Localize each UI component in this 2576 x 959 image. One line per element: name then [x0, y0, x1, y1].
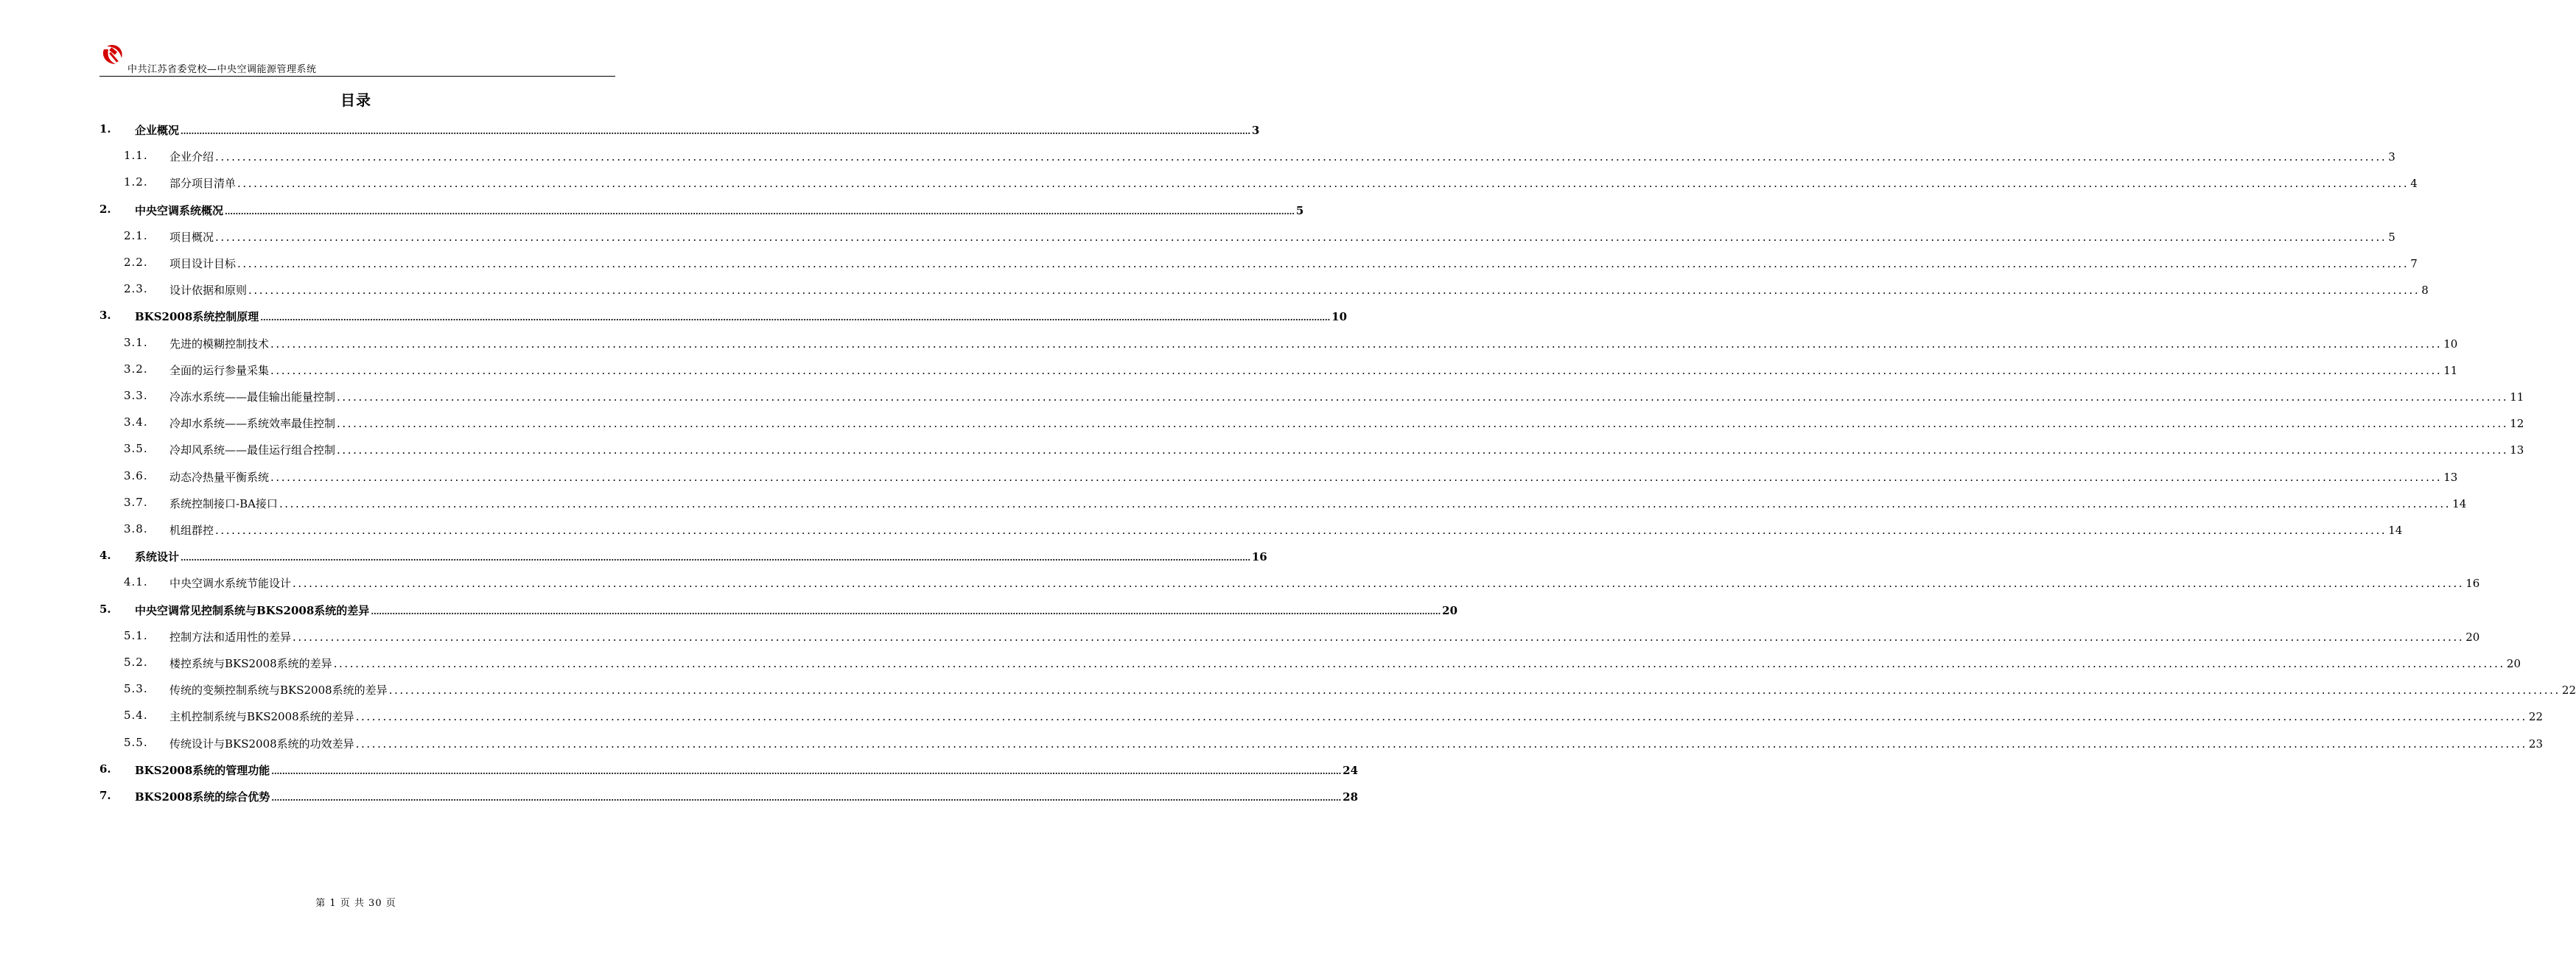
toc-entry-number: 5.1. — [124, 628, 148, 642]
toc-entry-number: 4. — [99, 549, 111, 563]
toc-entry-number: 3.5. — [124, 442, 148, 456]
toc-entry-leader: ................................................................................................................................................................................................................................................................................................................................................................................................................ — [337, 443, 2509, 457]
toc-entry-leader: ................................................................................................................................................................................................................................................................................................................................................................................................................ — [293, 577, 2465, 591]
party-emblem-icon — [99, 41, 126, 67]
toc-entry-page: 7 — [2410, 257, 2418, 270]
toc-entry-title: 楼控系统与BKS2008系统的差异 — [169, 657, 332, 670]
toc-entry-title: 冷冻水系统——最佳输出能量控制 — [169, 390, 336, 404]
toc-entry-number: 4.1. — [124, 575, 148, 589]
toc-entry-page: 11 — [2443, 363, 2458, 377]
toc-entry-leader: ................................................................................................................................................................................................................................................................................................................................................................................................................ — [215, 150, 2387, 164]
toc-entry[interactable] — [0, 118, 1260, 140]
toc-entry[interactable] — [0, 411, 2524, 433]
toc-entry-line — [169, 256, 2418, 271]
toc-entry-title: 中央空调水系统节能设计 — [169, 577, 292, 591]
toc-entry-leader: ................................................................................................................................................................................................................................................................................................................................................................................................................ — [181, 553, 1250, 563]
toc-entry-line — [135, 203, 1304, 218]
toc-entry-line — [169, 496, 2467, 511]
toc-entry-line — [135, 603, 1458, 618]
toc-entry-leader: ................................................................................................................................................................................................................................................................................................................................................................................................................ — [225, 206, 1295, 217]
toc-entry-line — [169, 336, 2458, 351]
toc-entry[interactable] — [0, 651, 2521, 673]
toc-entry-number: 2. — [99, 202, 111, 216]
toc-entry-title: 企业概况 — [135, 124, 180, 137]
toc-entry-page: 22 — [2528, 710, 2544, 724]
toc-entry-leader: ................................................................................................................................................................................................................................................................................................................................................................................................................ — [271, 793, 1342, 803]
toc-entry-title: 中央空调常见控制系统与BKS2008系统的差异 — [135, 603, 370, 617]
toc-entry-leader: ................................................................................................................................................................................................................................................................................................................................................................................................................ — [355, 737, 2527, 751]
toc-entry-leader: ................................................................................................................................................................................................................................................................................................................................................................................................................ — [181, 127, 1250, 136]
toc-entry-number: 2.2. — [124, 256, 148, 269]
toc-entry-page: 16 — [1251, 550, 1267, 564]
toc-entry-leader: ................................................................................................................................................................................................................................................................................................................................................................................................................ — [270, 337, 2443, 351]
toc-entry-page: 5 — [1295, 203, 1304, 217]
toc-entry-leader: ................................................................................................................................................................................................................................................................................................................................................................................................................ — [279, 496, 2451, 510]
toc-entry-leader: ................................................................................................................................................................................................................................................................................................................................................................................................................ — [248, 284, 2421, 298]
toc-entry-title: 控制方法和适用性的差异 — [169, 630, 292, 644]
toc-entry-page: 14 — [2452, 496, 2467, 510]
toc-entry-page: 28 — [1343, 790, 1359, 804]
toc-entry-title: 动态冷热量平衡系统 — [169, 470, 270, 484]
toc-entry-title: BKS2008系统的管理功能 — [135, 763, 270, 777]
toc-entry-page: 11 — [2510, 390, 2524, 404]
header-divider — [99, 76, 615, 77]
toc-entry-line — [135, 762, 1359, 778]
toc-entry[interactable] — [0, 784, 1359, 807]
toc-entry-line — [169, 682, 2576, 698]
toc-entry-line — [169, 389, 2524, 404]
toc-entry-number: 3.1. — [124, 335, 148, 349]
toc-entry[interactable] — [0, 571, 2480, 593]
page-header — [99, 41, 615, 77]
toc-entry-number: 5. — [99, 602, 111, 616]
toc-entry-page: 22 — [2561, 684, 2576, 698]
toc-entry-title: BKS2008系统的综合优势 — [135, 790, 270, 804]
toc-entry-leader: ................................................................................................................................................................................................................................................................................................................................................................................................................ — [237, 257, 2409, 270]
toc-entry-title: 机组群控 — [169, 524, 214, 537]
toc-entry-line — [135, 549, 1267, 564]
toc-entry[interactable] — [0, 171, 2418, 193]
toc-entry-title: 中央空调系统概况 — [135, 203, 224, 217]
toc-entry[interactable] — [0, 704, 2544, 726]
toc-entry[interactable] — [0, 491, 2467, 513]
toc-entry-page: 5 — [2388, 230, 2395, 244]
toc-entry[interactable] — [0, 598, 1458, 620]
toc-entry-page: 13 — [2510, 443, 2524, 457]
toc-entry-page: 16 — [2465, 577, 2480, 591]
toc-entry-number: 1.2. — [124, 175, 148, 189]
toc-entry-title: 项目概况 — [169, 230, 214, 244]
toc-entry-title: 冷却风系统——最佳运行组合控制 — [169, 443, 336, 457]
toc-entry-line — [169, 469, 2458, 485]
toc-entry-page: 3 — [1251, 124, 1260, 137]
toc-entry-number: 3.2. — [124, 362, 148, 376]
toc-entry-title: 企业介绍 — [169, 150, 214, 164]
toc-entry-title: 部分项目清单 — [169, 177, 237, 191]
toc-entry-number: 3.8. — [124, 522, 148, 535]
toc-entry[interactable] — [0, 278, 2429, 300]
toc-entry[interactable] — [0, 198, 1304, 220]
toc-entry-number: 2.1. — [124, 228, 148, 242]
toc-entry-page: 20 — [2506, 657, 2521, 670]
toc-entry[interactable] — [0, 331, 2458, 354]
toc-entry[interactable] — [0, 465, 2458, 487]
toc-entry-number: 3.7. — [124, 495, 148, 509]
toc-entry-number: 5.5. — [124, 735, 148, 749]
toc-entry-number: 6. — [99, 762, 111, 776]
toc-entry-leader: ................................................................................................................................................................................................................................................................................................................................................................................................................ — [337, 390, 2509, 404]
toc-entry[interactable] — [0, 358, 2458, 380]
toc-entry-title: 系统控制接口-BA接口 — [169, 496, 278, 510]
toc-entry-title: BKS2008系统控制原理 — [135, 310, 259, 324]
toc-entry[interactable] — [0, 144, 2395, 166]
toc-entry[interactable] — [0, 518, 2403, 540]
toc-entry-leader: ................................................................................................................................................................................................................................................................................................................................................................................................................ — [215, 524, 2387, 537]
toc-entry[interactable] — [0, 225, 2395, 247]
toc-entry-leader: ................................................................................................................................................................................................................................................................................................................................................................................................................ — [237, 177, 2409, 191]
toc-entry-number: 3.4. — [124, 415, 148, 429]
toc-entry-page: 4 — [2410, 177, 2418, 191]
toc-entry-leader: ................................................................................................................................................................................................................................................................................................................................................................................................................ — [271, 766, 1342, 776]
toc-entry[interactable] — [0, 731, 2544, 754]
toc-entry[interactable] — [0, 544, 1267, 566]
toc-entry-title: 系统设计 — [135, 550, 180, 564]
toc-entry-line — [169, 442, 2524, 457]
toc-entry-title: 传统的变频控制系统与BKS2008系统的差异 — [169, 684, 388, 698]
toc-entry-page: 13 — [2443, 470, 2458, 484]
toc-entry-number: 5.4. — [124, 709, 148, 723]
toc-entry-leader: ................................................................................................................................................................................................................................................................................................................................................................................................................ — [270, 470, 2443, 484]
toc-entry-title: 冷却水系统——系统效率最佳控制 — [169, 417, 336, 431]
toc-entry-page: 23 — [2528, 737, 2544, 751]
toc-entry-page: 8 — [2421, 284, 2429, 298]
toc-entry[interactable] — [0, 758, 1359, 780]
toc-entry-page: 20 — [2465, 630, 2480, 644]
toc-entry-title: 传统设计与BKS2008系统的功效差异 — [169, 737, 354, 751]
toc-entry[interactable] — [0, 304, 1348, 326]
toc-entry-page: 14 — [2388, 524, 2403, 537]
toc-entry-line — [135, 122, 1260, 138]
toc-entry-line — [169, 736, 2544, 751]
toc-entry-number: 1.1. — [124, 149, 148, 163]
toc-entry-line — [169, 522, 2403, 538]
toc-entry-number: 5.2. — [124, 656, 148, 669]
toc-entry-number: 3.3. — [124, 389, 148, 402]
toc-entry-leader: ................................................................................................................................................................................................................................................................................................................................................................................................................ — [215, 230, 2387, 244]
toc-entry[interactable] — [0, 678, 2576, 700]
toc-entry-title: 先进的模糊控制技术 — [169, 337, 270, 351]
toc-entry-leader: ................................................................................................................................................................................................................................................................................................................................................................................................................ — [293, 630, 2465, 644]
toc-entry-page: 10 — [2443, 337, 2458, 351]
toc-entry-title: 主机控制系统与BKS2008系统的差异 — [169, 710, 354, 724]
toc-entry-line — [169, 575, 2480, 591]
toc-entry-leader: ................................................................................................................................................................................................................................................................................................................................................................................................................ — [270, 363, 2443, 377]
toc-entry-line — [135, 789, 1359, 804]
toc-entry-page: 24 — [1343, 763, 1359, 777]
page-title: 目录 — [340, 91, 371, 109]
toc-entry-page: 12 — [2510, 417, 2524, 431]
toc-entry-leader: ................................................................................................................................................................................................................................................................................................................................................................................................................ — [355, 710, 2527, 724]
toc-entry-number: 3.6. — [124, 468, 148, 482]
toc-entry-title: 设计依据和原则 — [169, 284, 248, 298]
page-footer: 第 1 页 共 30 页 — [315, 898, 396, 909]
toc-entry-title: 项目设计目标 — [169, 257, 237, 270]
toc-entry-leader: ................................................................................................................................................................................................................................................................................................................................................................................................................ — [260, 313, 1331, 323]
toc-entry-number: 1. — [99, 122, 111, 136]
toc-entry-number: 7. — [99, 789, 111, 802]
toc-entry-leader: ................................................................................................................................................................................................................................................................................................................................................................................................................ — [371, 606, 1441, 616]
toc-entry-page: 10 — [1331, 310, 1348, 324]
toc-entry[interactable] — [0, 625, 2480, 647]
toc-entry-leader: ................................................................................................................................................................................................................................................................................................................................................................................................................ — [388, 684, 2561, 698]
toc-entry-number: 3. — [99, 309, 111, 323]
toc-entry[interactable] — [0, 384, 2524, 407]
toc-entry-line — [169, 362, 2458, 378]
header-title: 中共江苏省委党校—中央空调能源管理系统 — [127, 64, 317, 75]
toc-entry-line — [169, 229, 2395, 245]
toc-entry-leader: ................................................................................................................................................................................................................................................................................................................................................................................................................ — [333, 657, 2505, 670]
toc-entry-title: 全面的运行参量采集 — [169, 363, 270, 377]
toc-entry-number: 2.3. — [124, 282, 148, 296]
toc-entry-page: 20 — [1442, 603, 1458, 617]
toc-entry-line — [169, 629, 2480, 644]
toc-entry-leader: ................................................................................................................................................................................................................................................................................................................................................................................................................ — [337, 417, 2509, 431]
toc-entry-line — [169, 656, 2521, 671]
toc-entry-line — [169, 282, 2429, 298]
toc-entry[interactable] — [0, 251, 2418, 273]
toc-entry-line — [169, 149, 2395, 164]
toc-entry-number: 5.3. — [124, 682, 148, 696]
toc-entry[interactable] — [0, 438, 2524, 460]
toc-entry-line — [169, 709, 2544, 724]
toc-entry-line — [169, 415, 2524, 431]
toc-entry-page: 3 — [2388, 150, 2395, 164]
toc-entry-line — [135, 309, 1348, 324]
toc-entry-line — [169, 175, 2418, 191]
